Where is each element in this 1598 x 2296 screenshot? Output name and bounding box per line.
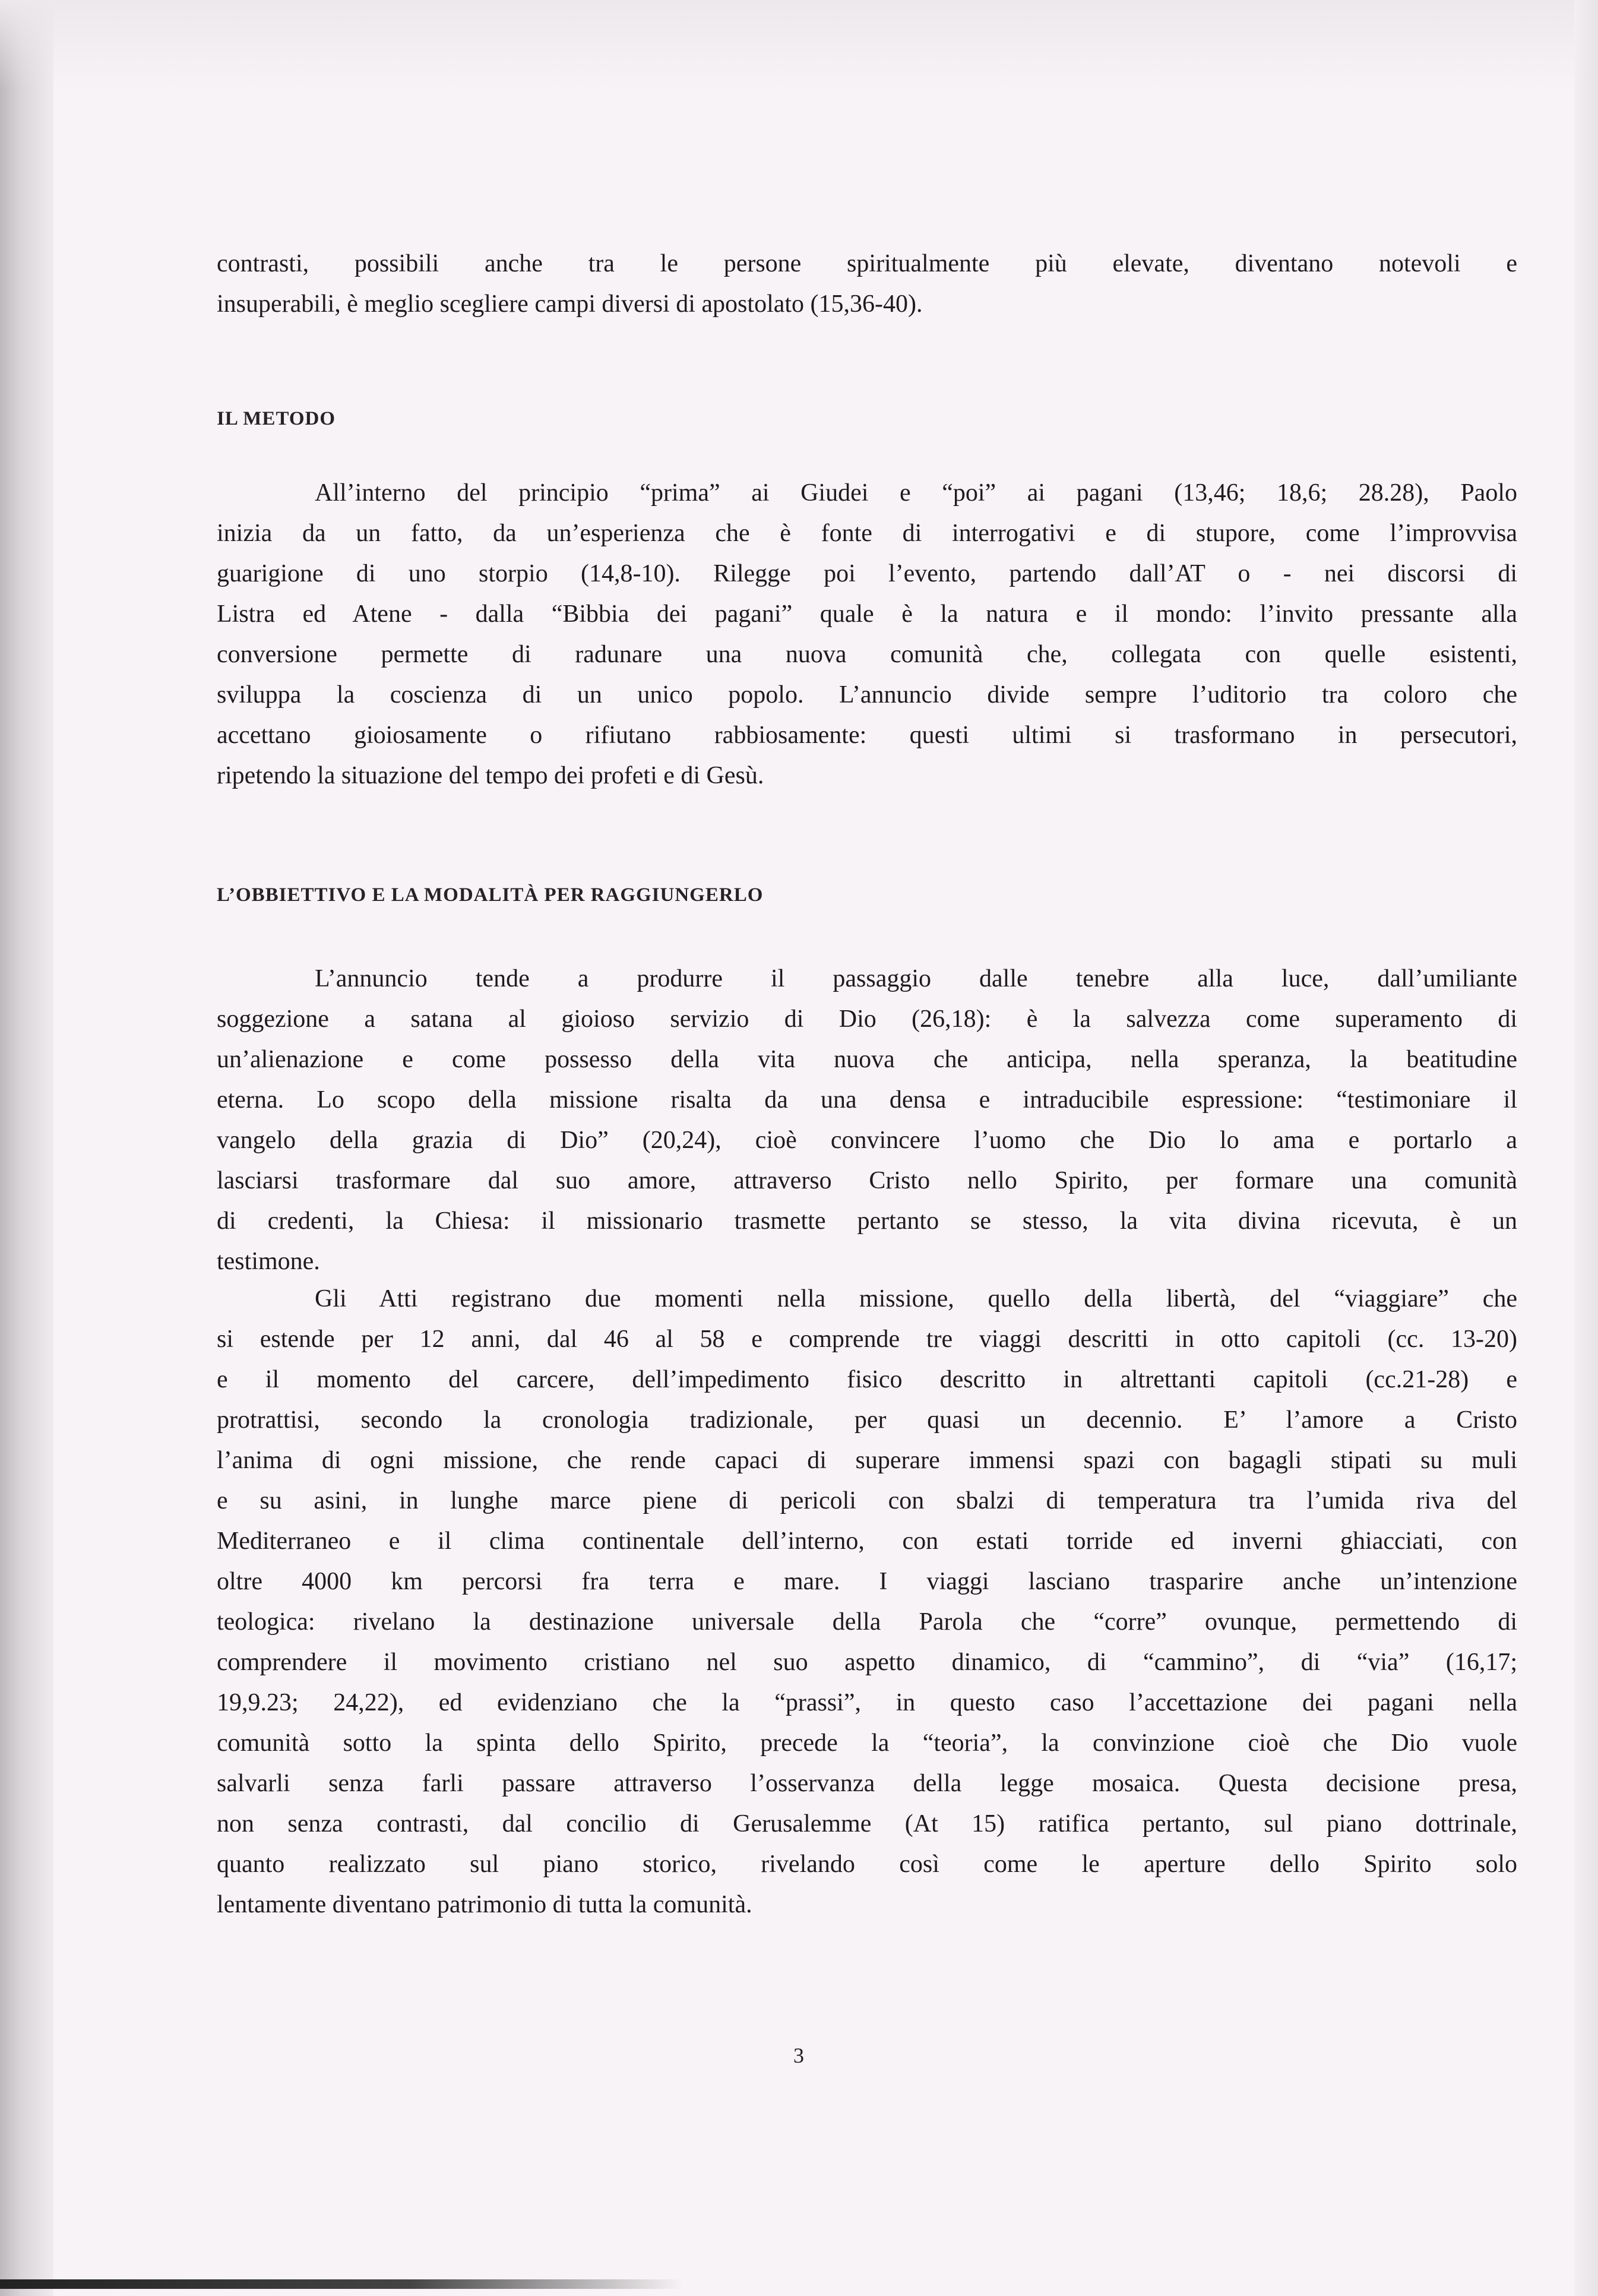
text-line: Gli Atti registrano due momenti nella missione, quello della libertà, del “viaggiare” che (315, 1285, 1517, 1313)
text-line: sviluppa la coscienza di un unico popolo. L’annuncio divide sempre l’uditorio tra coloro che (217, 681, 1517, 709)
obbiettivo-paragraph-1 (217, 959, 1517, 1282)
page-right-edge (1574, 0, 1598, 2296)
text-line: ripetendo la situazione del tempo dei profeti e di Gesù. (217, 762, 764, 789)
text-line: guarigione di uno storpio (14,8-10). Rilegge poi l’evento, partendo dall’AT o - nei discorsi di (217, 560, 1517, 587)
heading-il-metodo: IL METODO (217, 408, 336, 429)
text-line: protrattisi, secondo la cronologia tradizionale, per quasi un decennio. E’ l’amore a Cristo (217, 1406, 1517, 1434)
text-line: 19,9.23; 24,22), ed evidenziano che la “prassi”, in questo caso l’accettazione dei pagani nella (217, 1689, 1517, 1716)
text-line: comunità sotto la spinta dello Spirito, precede la “teoria”, la convinzione cioè che Dio vuole (217, 1729, 1517, 1757)
heading-obbiettivo: L’OBBIETTIVO E LA MODALITÀ PER RAGGIUNGERLO (217, 884, 764, 906)
text-line: salvarli senza farli passare attraverso l’osservanza della legge mosaica. Questa decisione presa, (217, 1770, 1517, 1797)
text-line: eterna. Lo scopo della missione risalta da una densa e intraducibile espressione: “testimoniare il (217, 1086, 1517, 1114)
text-line: contrasti, possibili anche tra le persone spiritualmente più elevate, diventano notevoli e (217, 250, 1517, 277)
scan-top-shade (0, 0, 1598, 89)
text-line: un’alienazione e come possesso della vita nuova che anticipa, nella speranza, la beatitudine (217, 1046, 1517, 1073)
text-line: teologica: rivelano la destinazione universale della Parola che “corre” ovunque, permettendo di (217, 1608, 1517, 1636)
page-number: 3 (793, 2044, 804, 2067)
text-line: quanto realizzato sul piano storico, rivelando così come le aperture dello Spirito solo (217, 1851, 1517, 1878)
text-line: inizia da un fatto, da un’esperienza che è fonte di interrogativi e di stupore, come l’improvvisa (217, 520, 1517, 547)
metodo-paragraph (217, 473, 1517, 796)
scan-bottom-edge (0, 2279, 683, 2289)
intro-paragraph (217, 243, 1517, 324)
text-line: di credenti, la Chiesa: il missionario trasmette pertanto se stesso, la vita divina ricevuta, è un (217, 1207, 1517, 1235)
text-line: Listra ed Atene - dalla “Bibbia dei pagani” quale è la natura e il mondo: l’invito pressante alla (217, 600, 1517, 628)
text-line: lasciarsi trasformare dal suo amore, attraverso Cristo nello Spirito, per formare una comunità (217, 1167, 1517, 1194)
text-line: insuperabili, è meglio scegliere campi diversi di apostolato (15,36-40). (217, 290, 923, 318)
text-line: Mediterraneo e il clima continentale dell’interno, con estati torride ed inverni ghiacciati, con (217, 1527, 1517, 1555)
text-line: e su asini, in lunghe marce piene di pericoli con sbalzi di temperatura tra l’umida riva del (217, 1487, 1517, 1514)
text-line: e il momento del carcere, dell’impedimento fisico descritto in altrettanti capitoli (cc.21-28) e (217, 1366, 1517, 1393)
text-line: non senza contrasti, dal concilio di Gerusalemme (At 15) ratifica pertanto, sul piano dottrinale, (217, 1810, 1517, 1838)
binding-gutter-shadow (0, 0, 53, 2296)
text-line: testimone. (217, 1248, 320, 1275)
obbiettivo-paragraph-2 (217, 1279, 1517, 1925)
text-line: si estende per 12 anni, dal 46 al 58 e comprende tre viaggi descritti in otto capitoli (cc. 13-20) (217, 1326, 1517, 1353)
text-line: soggezione a satana al gioioso servizio di Dio (26,18): è la salvezza come superamento di (217, 1005, 1517, 1033)
text-line: oltre 4000 km percorsi fra terra e mare. I viaggi lasciano trasparire anche un’intenzione (217, 1568, 1517, 1595)
text-line: comprendere il movimento cristiano nel suo aspetto dinamico, di “cammino”, di “via” (16,17; (217, 1649, 1517, 1676)
text-line: lentamente diventano patrimonio di tutta la comunità. (217, 1891, 752, 1918)
text-line: All’interno del principio “prima” ai Giudei e “poi” ai pagani (13,46; 18,6; 28.28), Paolo (315, 479, 1517, 507)
text-line: l’anima di ogni missione, che rende capaci di superare immensi spazi con bagagli stipati su muli (217, 1447, 1517, 1474)
text-line: accettano gioiosamente o rifiutano rabbiosamente: questi ultimi si trasformano in persecutori, (217, 722, 1517, 749)
text-line: vangelo della grazia di Dio” (20,24), cioè convincere l’uomo che Dio lo ama e portarlo a (217, 1127, 1517, 1154)
text-line: L’annuncio tende a produrre il passaggio dalle tenebre alla luce, dall’umiliante (315, 965, 1517, 992)
text-line: conversione permette di radunare una nuova comunità che, collegata con quelle esistenti, (217, 641, 1517, 668)
